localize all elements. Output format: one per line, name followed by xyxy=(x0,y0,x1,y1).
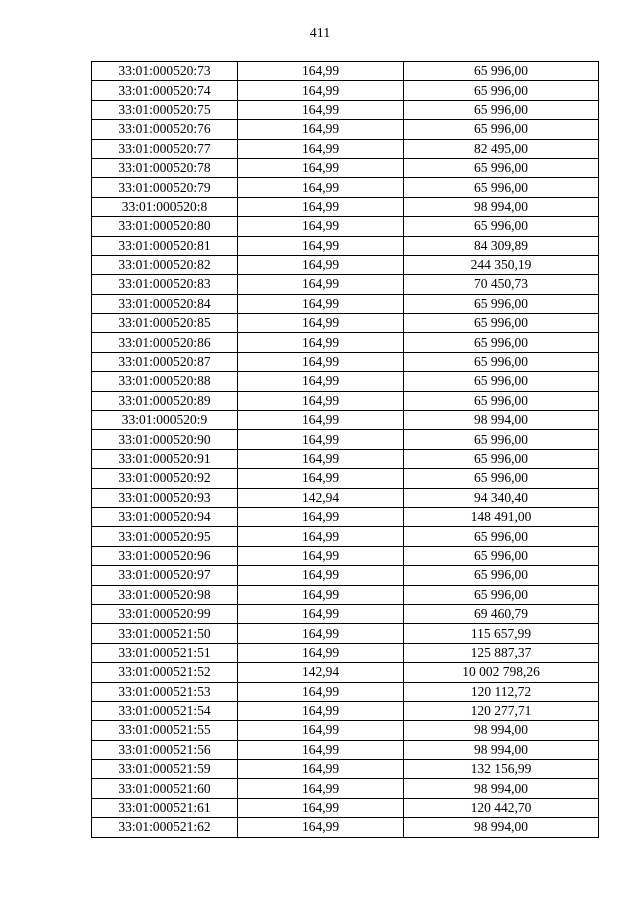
cadastral-number-cell: 33:01:000520:99 xyxy=(92,604,238,623)
cadastral-value-cell: 98 994,00 xyxy=(404,818,599,837)
rate-cell: 164,99 xyxy=(238,527,404,546)
rate-cell: 164,99 xyxy=(238,275,404,294)
cadastral-value-cell: 120 112,72 xyxy=(404,682,599,701)
rate-cell: 164,99 xyxy=(238,430,404,449)
cadastral-number-cell: 33:01:000521:54 xyxy=(92,701,238,720)
rate-cell: 164,99 xyxy=(238,236,404,255)
table-row xyxy=(92,701,599,720)
rate-cell: 164,99 xyxy=(238,740,404,759)
cadastral-number-cell: 33:01:000520:95 xyxy=(92,527,238,546)
cadastral-value-cell: 65 996,00 xyxy=(404,449,599,468)
cadastral-number-cell: 33:01:000521:51 xyxy=(92,643,238,662)
cadastral-number-cell: 33:01:000520:76 xyxy=(92,120,238,139)
table-row xyxy=(92,255,599,274)
rate-cell: 164,99 xyxy=(238,585,404,604)
table-row xyxy=(92,100,599,119)
table-row xyxy=(92,585,599,604)
cadastral-value-cell: 65 996,00 xyxy=(404,352,599,371)
cadastral-number-cell: 33:01:000521:52 xyxy=(92,663,238,682)
table-row xyxy=(92,469,599,488)
cadastral-value-cell: 65 996,00 xyxy=(404,566,599,585)
cadastral-value-cell: 65 996,00 xyxy=(404,585,599,604)
table-row xyxy=(92,779,599,798)
cadastral-number-cell: 33:01:000521:53 xyxy=(92,682,238,701)
cadastral-value-cell: 94 340,40 xyxy=(404,488,599,507)
rate-cell: 164,99 xyxy=(238,391,404,410)
table-row xyxy=(92,604,599,623)
table-row xyxy=(92,798,599,817)
rate-cell: 164,99 xyxy=(238,643,404,662)
rate-cell: 164,99 xyxy=(238,120,404,139)
rate-cell: 142,94 xyxy=(238,488,404,507)
table-row xyxy=(92,62,599,81)
rate-cell: 164,99 xyxy=(238,507,404,526)
cadastral-value-cell: 65 996,00 xyxy=(404,120,599,139)
rate-cell: 164,99 xyxy=(238,178,404,197)
cadastral-number-cell: 33:01:000521:56 xyxy=(92,740,238,759)
rate-cell: 164,99 xyxy=(238,294,404,313)
cadastral-value-cell: 65 996,00 xyxy=(404,81,599,100)
rate-cell: 164,99 xyxy=(238,411,404,430)
table-row xyxy=(92,566,599,585)
cadastral-value-cell: 65 996,00 xyxy=(404,469,599,488)
table-body xyxy=(92,62,599,838)
table-row xyxy=(92,430,599,449)
cadastral-number-cell: 33:01:000520:79 xyxy=(92,178,238,197)
cadastral-number-cell: 33:01:000520:8 xyxy=(92,197,238,216)
cadastral-value-cell: 98 994,00 xyxy=(404,197,599,216)
cadastral-value-cell: 65 996,00 xyxy=(404,314,599,333)
table-row xyxy=(92,314,599,333)
cadastral-number-cell: 33:01:000520:84 xyxy=(92,294,238,313)
cadastral-value-cell: 65 996,00 xyxy=(404,178,599,197)
cadastral-number-cell: 33:01:000520:92 xyxy=(92,469,238,488)
cadastral-value-cell: 120 277,71 xyxy=(404,701,599,720)
cadastral-value-cell: 125 887,37 xyxy=(404,643,599,662)
table-row xyxy=(92,488,599,507)
cadastral-number-cell: 33:01:000520:98 xyxy=(92,585,238,604)
rate-cell: 164,99 xyxy=(238,100,404,119)
cadastral-number-cell: 33:01:000520:89 xyxy=(92,391,238,410)
rate-cell: 164,99 xyxy=(238,546,404,565)
cadastral-value-cell: 120 442,70 xyxy=(404,798,599,817)
table-row xyxy=(92,624,599,643)
cadastral-number-cell: 33:01:000520:93 xyxy=(92,488,238,507)
cadastral-value-cell: 65 996,00 xyxy=(404,217,599,236)
rate-cell: 164,99 xyxy=(238,352,404,371)
cadastral-value-cell: 115 657,99 xyxy=(404,624,599,643)
table-row xyxy=(92,120,599,139)
table-row xyxy=(92,352,599,371)
table-row xyxy=(92,236,599,255)
cadastral-value-cell: 65 996,00 xyxy=(404,391,599,410)
cadastral-number-cell: 33:01:000521:62 xyxy=(92,818,238,837)
cadastral-value-cell: 65 996,00 xyxy=(404,62,599,81)
table-row xyxy=(92,197,599,216)
cadastral-number-cell: 33:01:000520:80 xyxy=(92,217,238,236)
rate-cell: 164,99 xyxy=(238,798,404,817)
cadastral-number-cell: 33:01:000520:91 xyxy=(92,449,238,468)
table-row xyxy=(92,275,599,294)
rate-cell: 164,99 xyxy=(238,721,404,740)
table-row xyxy=(92,217,599,236)
table-row xyxy=(92,333,599,352)
rate-cell: 164,99 xyxy=(238,372,404,391)
page-number: 411 xyxy=(309,26,331,41)
table-row xyxy=(92,818,599,837)
cadastral-number-cell: 33:01:000520:73 xyxy=(92,62,238,81)
table-row xyxy=(92,740,599,759)
cadastral-value-cell: 98 994,00 xyxy=(404,411,599,430)
table-row xyxy=(92,294,599,313)
table-row xyxy=(92,449,599,468)
cadastral-number-cell: 33:01:000520:78 xyxy=(92,158,238,177)
cadastral-number-cell: 33:01:000520:81 xyxy=(92,236,238,255)
cadastral-number-cell: 33:01:000520:9 xyxy=(92,411,238,430)
rate-cell: 164,99 xyxy=(238,604,404,623)
cadastral-value-table xyxy=(91,61,599,838)
rate-cell: 164,99 xyxy=(238,62,404,81)
cadastral-value-cell: 65 996,00 xyxy=(404,158,599,177)
cadastral-number-cell: 33:01:000520:83 xyxy=(92,275,238,294)
rate-cell: 164,99 xyxy=(238,449,404,468)
table-row xyxy=(92,721,599,740)
cadastral-value-cell: 70 450,73 xyxy=(404,275,599,294)
table-row xyxy=(92,139,599,158)
cadastral-value-cell: 84 309,89 xyxy=(404,236,599,255)
cadastral-number-cell: 33:01:000521:61 xyxy=(92,798,238,817)
table-row xyxy=(92,391,599,410)
rate-cell: 164,99 xyxy=(238,682,404,701)
cadastral-number-cell: 33:01:000520:86 xyxy=(92,333,238,352)
rate-cell: 164,99 xyxy=(238,469,404,488)
rate-cell: 164,99 xyxy=(238,701,404,720)
cadastral-number-cell: 33:01:000520:82 xyxy=(92,255,238,274)
cadastral-value-cell: 148 491,00 xyxy=(404,507,599,526)
cadastral-number-cell: 33:01:000520:74 xyxy=(92,81,238,100)
table-row xyxy=(92,158,599,177)
cadastral-value-cell: 244 350,19 xyxy=(404,255,599,274)
cadastral-value-cell: 98 994,00 xyxy=(404,721,599,740)
cadastral-number-cell: 33:01:000521:59 xyxy=(92,760,238,779)
rate-cell: 164,99 xyxy=(238,314,404,333)
table-row xyxy=(92,643,599,662)
cadastral-number-cell: 33:01:000520:90 xyxy=(92,430,238,449)
cadastral-number-cell: 33:01:000520:97 xyxy=(92,566,238,585)
table-row xyxy=(92,507,599,526)
rate-cell: 164,99 xyxy=(238,566,404,585)
cadastral-number-cell: 33:01:000520:96 xyxy=(92,546,238,565)
table-row xyxy=(92,372,599,391)
rate-cell: 164,99 xyxy=(238,818,404,837)
cadastral-value-cell: 65 996,00 xyxy=(404,430,599,449)
cadastral-number-cell: 33:01:000520:87 xyxy=(92,352,238,371)
table-row xyxy=(92,81,599,100)
cadastral-number-cell: 33:01:000520:77 xyxy=(92,139,238,158)
rate-cell: 164,99 xyxy=(238,760,404,779)
rate-cell: 164,99 xyxy=(238,333,404,352)
cadastral-number-cell: 33:01:000521:50 xyxy=(92,624,238,643)
cadastral-value-cell: 65 996,00 xyxy=(404,527,599,546)
cadastral-value-cell: 82 495,00 xyxy=(404,139,599,158)
table-row xyxy=(92,411,599,430)
rate-cell: 164,99 xyxy=(238,197,404,216)
table-row xyxy=(92,682,599,701)
rate-cell: 164,99 xyxy=(238,139,404,158)
rate-cell: 142,94 xyxy=(238,663,404,682)
cadastral-number-cell: 33:01:000520:85 xyxy=(92,314,238,333)
table-row xyxy=(92,546,599,565)
cadastral-value-cell: 98 994,00 xyxy=(404,740,599,759)
table-row xyxy=(92,527,599,546)
cadastral-value-cell: 65 996,00 xyxy=(404,333,599,352)
cadastral-value-cell: 98 994,00 xyxy=(404,779,599,798)
table-row xyxy=(92,760,599,779)
rate-cell: 164,99 xyxy=(238,624,404,643)
table-row xyxy=(92,178,599,197)
rate-cell: 164,99 xyxy=(238,255,404,274)
cadastral-value-cell: 10 002 798,26 xyxy=(404,663,599,682)
cadastral-value-cell: 65 996,00 xyxy=(404,372,599,391)
cadastral-value-cell: 65 996,00 xyxy=(404,294,599,313)
cadastral-value-cell: 65 996,00 xyxy=(404,100,599,119)
cadastral-value-cell: 132 156,99 xyxy=(404,760,599,779)
table-row xyxy=(92,663,599,682)
cadastral-number-cell: 33:01:000521:60 xyxy=(92,779,238,798)
rate-cell: 164,99 xyxy=(238,217,404,236)
cadastral-number-cell: 33:01:000520:94 xyxy=(92,507,238,526)
rate-cell: 164,99 xyxy=(238,779,404,798)
rate-cell: 164,99 xyxy=(238,158,404,177)
rate-cell: 164,99 xyxy=(238,81,404,100)
cadastral-value-cell: 65 996,00 xyxy=(404,546,599,565)
cadastral-value-cell: 69 460,79 xyxy=(404,604,599,623)
cadastral-number-cell: 33:01:000520:75 xyxy=(92,100,238,119)
cadastral-number-cell: 33:01:000521:55 xyxy=(92,721,238,740)
cadastral-number-cell: 33:01:000520:88 xyxy=(92,372,238,391)
